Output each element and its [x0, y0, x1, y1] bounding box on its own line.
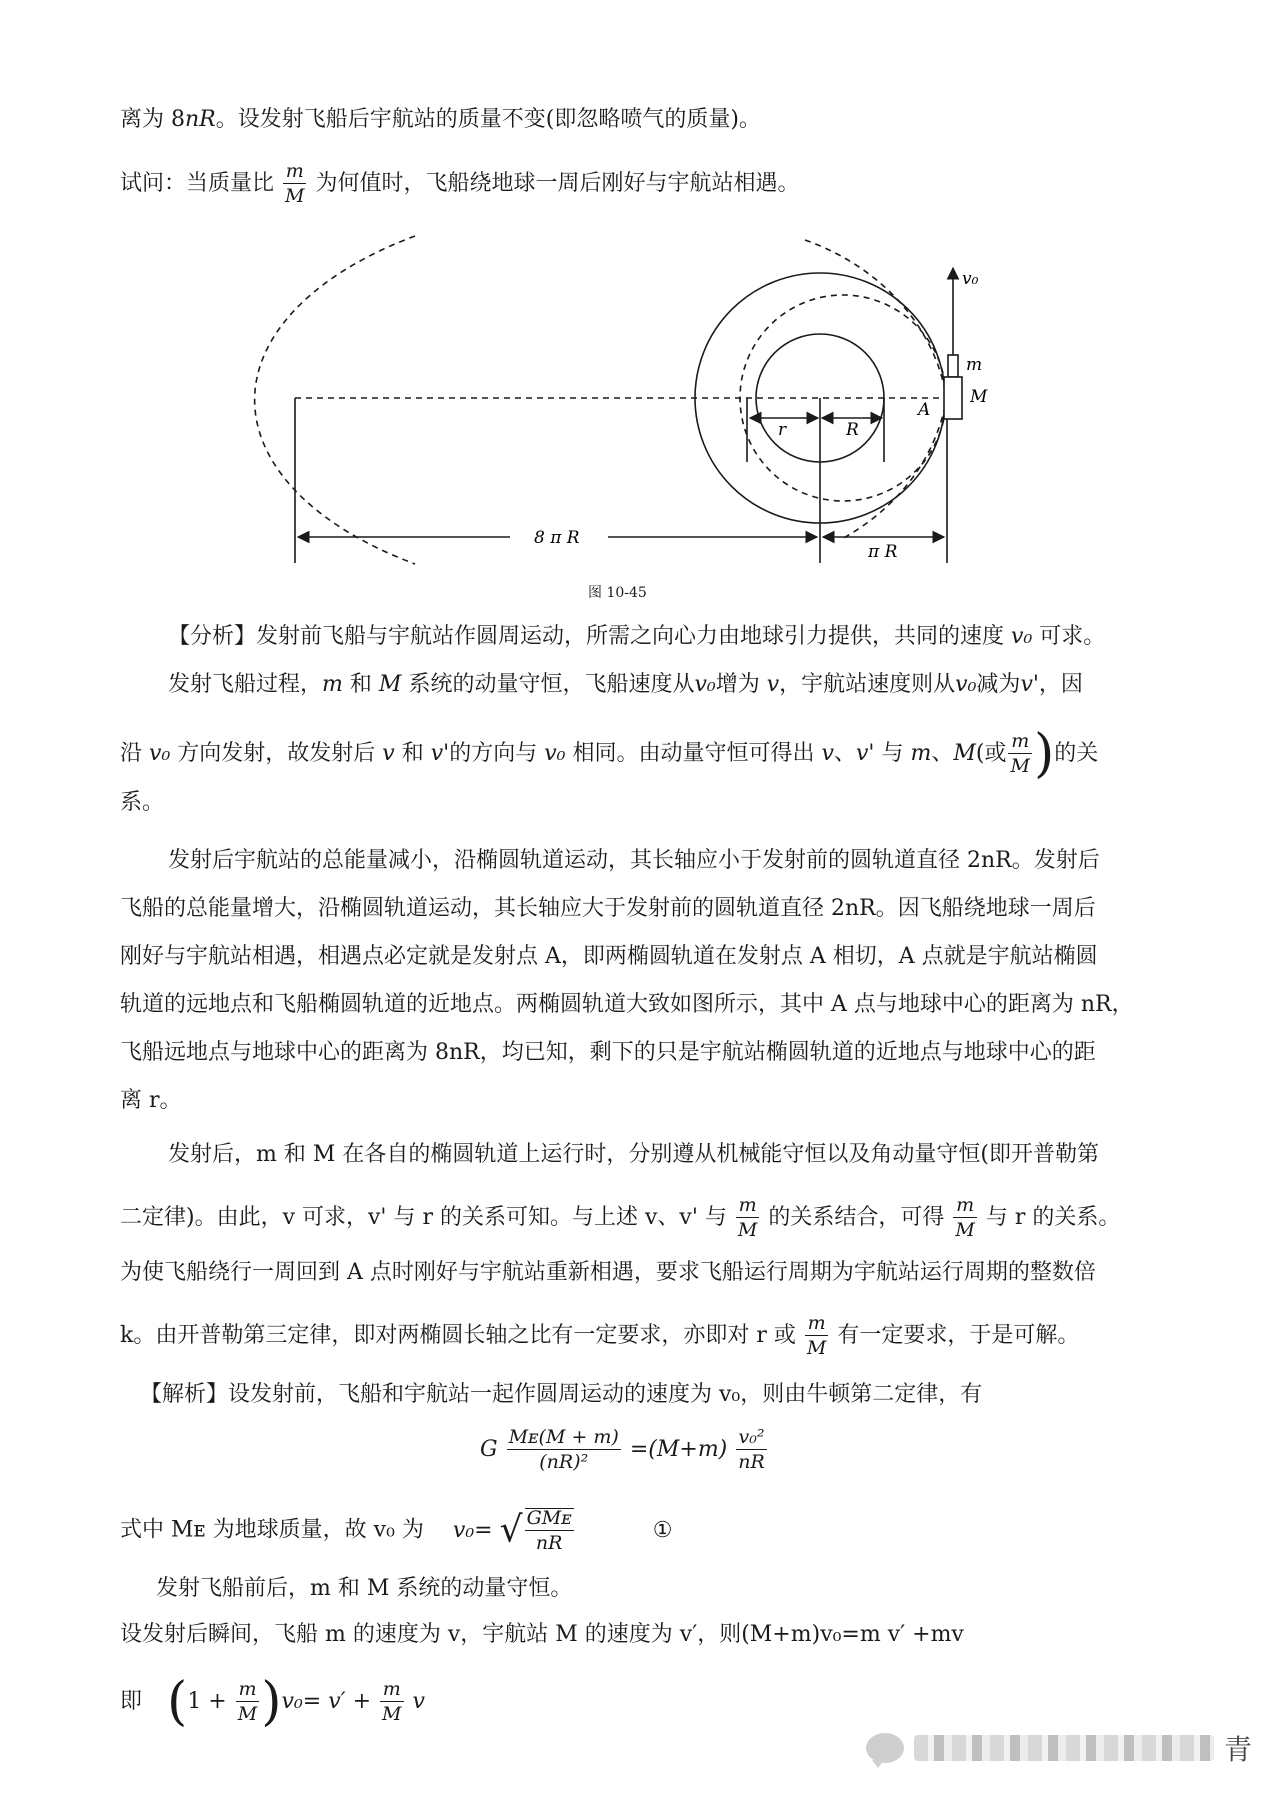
analysis-line-1: 【分析】发射前飞船与宇航站作圆周运动，所需之向心力由地球引力提供，共同的速度 v₀ 可求。 — [168, 624, 1106, 649]
solution-intro: 【解析】设发射前，飞船和宇航站一起作圆周运动的速度为 v₀，则由牛顿第二定律，有 — [140, 1382, 983, 1407]
equation-1: G $\frac{\text{Mᴇ(M + m)}}{\text{(nR)²}}$ =(M+m) $\frac{\text{v₀²}}{nR}$ — [480, 1426, 765, 1473]
paragraph-line: 发射后宇航站的总能量减小，沿椭圆轨道运动，其长轴应小于发射前的圆轨道直径 2nR。发射后 — [168, 848, 1100, 873]
paragraph-line: 离 r。 — [120, 1088, 182, 1113]
label-M: M — [970, 387, 988, 407]
paragraph-line: 为使飞船绕行一周回到 A 点时刚好与宇航站重新相遇，要求飞船运行周期为宇航站运行周期的整数倍 — [120, 1260, 1096, 1285]
label-R: R — [846, 420, 859, 440]
spacecraft-ellipse-orbit — [255, 236, 415, 564]
label-A: A — [918, 400, 931, 420]
text-line: 离为 8nR。设发射飞船后宇航站的质量不变(即忽略喷气的质量)。 — [120, 107, 761, 132]
paragraph-line: 发射飞船前后，m 和 M 系统的动量守恒。 — [156, 1576, 573, 1601]
station-M — [944, 377, 962, 419]
paragraph-line: 飞船远地点与地球中心的距离为 8nR，均已知，剩下的只是宇航站椭圆轨道的近地点与地球中心的距 — [120, 1040, 1096, 1065]
paragraph-line: 二定律)。由此，v 可求，v' 与 r 的关系可知。与上述 v、v' 与 $\frac{m}{M}$ 的关系结合，可得 $\frac{m}{M}$ 与 r 的关系。 — [120, 1194, 1121, 1241]
paragraph-line: 飞船的总能量增大，沿椭圆轨道运动，其长轴应大于发射前的圆轨道直径 2nR。因飞船绕地球一周后 — [120, 896, 1096, 921]
wechat-logo-icon — [866, 1733, 904, 1763]
orbit-diagram — [0, 200, 1280, 820]
analysis-line-3: 沿 v₀ 方向发射，故发射后 v 和 v'的方向与 v₀ 相同。由动量守恒可得出 v、v' 与 m、M(或 $\frac{m}{M}$ )的关 — [120, 724, 1099, 784]
fraction-m-over-M: $\frac{m}{M}$ — [285, 160, 305, 207]
paragraph-line: 刚好与宇航站相遇，相遇点必定就是发射点 A，即两椭圆轨道在发射点 A 相切，A 点就是宇航站椭圆 — [120, 944, 1098, 969]
paragraph-line: 轨道的远地点和飞船椭圆轨道的近地点。两椭圆轨道大致如图所示，其中 A 点与地球中心的距离为 nR， — [120, 992, 1134, 1017]
figure-caption: 图 10-45 — [588, 585, 647, 601]
label-v0: v₀ — [962, 269, 979, 289]
question-line: 试问：当质量比 $\frac{m}{M}$ 为何值时，飞船绕地球一周后刚好与宇航站相遇。 — [120, 160, 800, 207]
label-m: m — [966, 355, 983, 375]
equation-2-line: 式中 Mᴇ 为地球质量，故 v₀ 为 v₀= √ $\frac{\text{GMᴇ}}{nR}$ ① — [120, 1507, 673, 1554]
paragraph-line: 发射后，m 和 M 在各自的椭圆轨道上运行时，分别遵从机械能守恒以及角动量守恒(即开普勒第 — [168, 1142, 1099, 1167]
dashed-arc-upper — [805, 240, 945, 390]
equation-3-line: 即 (1 + $\frac{m}{M}$ )v₀= v′ + $\frac{m}{M}$ v — [120, 1672, 425, 1732]
watermark — [866, 1728, 1252, 1768]
blurred-account-name — [914, 1735, 1214, 1761]
watermark-tail-char: 青 — [1223, 1733, 1252, 1766]
label-piR: π R — [868, 542, 898, 562]
analysis-line-4: 系。 — [120, 790, 165, 815]
paragraph-line: 设发射后瞬间，飞船 m 的速度为 v，宇航站 M 的速度为 v′，则(M+m)v₀=m v′ +mv — [120, 1622, 964, 1647]
paragraph-line: k。由开普勒第三定律，即对两椭圆长轴之比有一定要求，亦即对 r 或 $\frac{m}{M}$ 有一定要求，于是可解。 — [120, 1312, 1080, 1359]
label-8piR: 8 π R — [534, 528, 580, 548]
equation-marker: ① — [652, 1517, 673, 1543]
label-r: r — [778, 420, 787, 440]
spacecraft-m — [948, 355, 958, 377]
analysis-line-2: 发射飞船过程，m 和 M 系统的动量守恒，飞船速度从v₀增为 v，宇航站速度则从v₀减为v'，因 — [168, 672, 1083, 697]
